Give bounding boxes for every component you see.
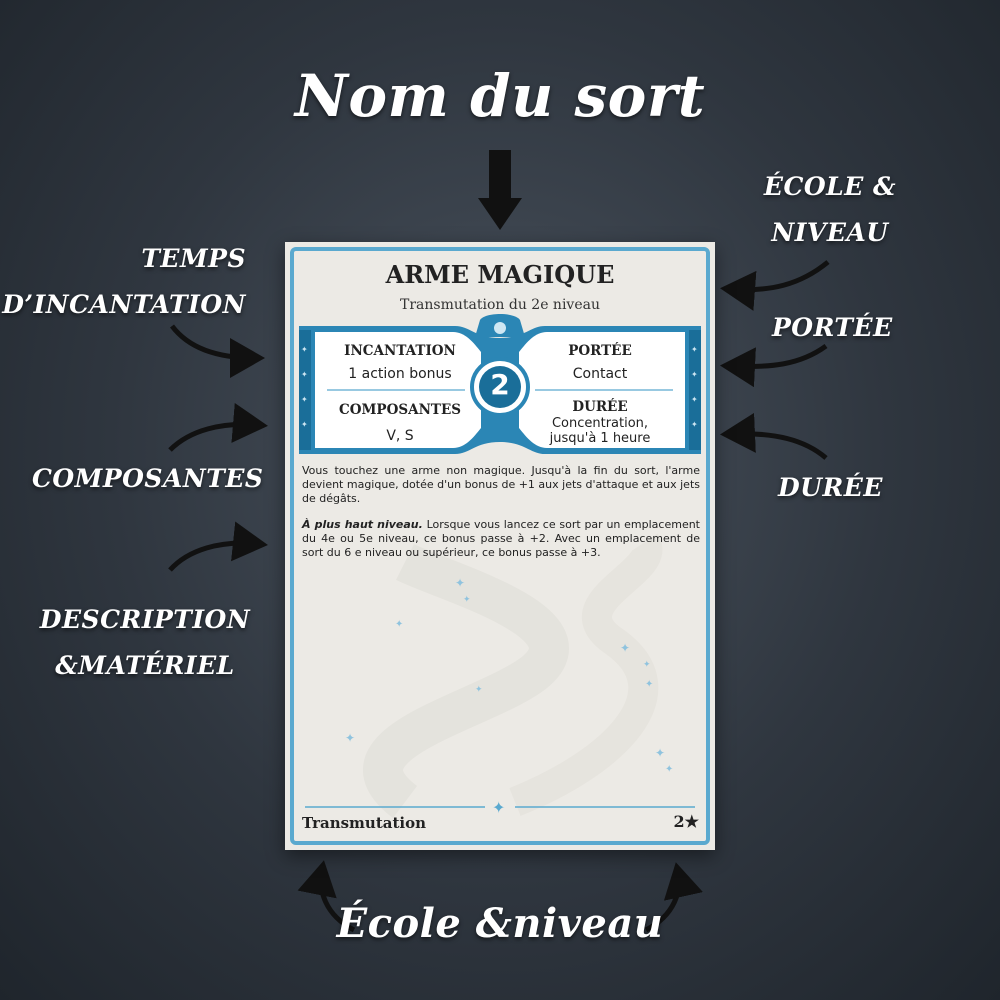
svg-text:✦: ✦ (645, 679, 654, 690)
level-badge-number: 2 (490, 368, 510, 401)
duration-value-line-2: jusqu'à 1 heure (549, 431, 651, 446)
svg-text:✦: ✦ (655, 746, 666, 760)
svg-text:✦: ✦ (665, 764, 674, 775)
higher-level-title: À plus haut niveau. (302, 518, 423, 531)
svg-text:✦: ✦ (301, 395, 308, 404)
spell-description (302, 464, 700, 572)
school-level-arrow (730, 262, 828, 290)
svg-text:✦: ✦ (691, 345, 698, 354)
svg-text:✦: ✦ (691, 420, 698, 429)
casting-time-arrow (172, 326, 255, 358)
components-label: COMPOSANTES (32, 464, 264, 493)
bottom-label: École &niveau (336, 900, 664, 947)
casting-value: 1 action bonus (348, 366, 452, 382)
svg-text:✦: ✦ (691, 370, 698, 379)
description-label-line-1: DESCRIPTION (39, 605, 251, 634)
spell-name: ARME MAGIQUE (385, 260, 615, 289)
casting-head: INCANTATION (344, 343, 456, 359)
duration-arrow (730, 434, 826, 458)
spell-subtitle: Transmutation du 2e niveau (400, 297, 600, 313)
higher-level-paragraph (302, 518, 700, 560)
range-value: Contact (572, 366, 628, 382)
footer-level: 2★ (673, 812, 699, 831)
svg-text:✦: ✦ (301, 345, 308, 354)
components-arrow (170, 424, 258, 450)
svg-text:✦: ✦ (301, 420, 308, 429)
svg-text:✦: ✦ (345, 731, 356, 745)
description-label (30, 597, 260, 689)
components-value: V, S (386, 428, 414, 444)
description-text: Vous touchez une arme non magique. Jusqu'à la fin du sort, l'arme devient magique, dotée d'un bonus de +1 aux jets d'attaque et aux jets de dégâts. (302, 464, 700, 505)
components-head: COMPOSANTES (338, 402, 461, 418)
footer-school: Transmutation (302, 814, 427, 832)
duration-value-line-1: Concentration, (551, 416, 649, 431)
svg-text:✦: ✦ (691, 395, 698, 404)
svg-text:✦: ✦ (475, 685, 483, 695)
title-label: Nom du sort (294, 62, 706, 130)
school-level-label-line-2: NIVEAU (771, 218, 889, 247)
svg-text:✦: ✦ (643, 660, 651, 670)
description-label-line-2: &MATÉRIEL (55, 651, 235, 680)
title-arrow (478, 150, 522, 230)
range-label: PORTÉE (772, 313, 893, 342)
description-arrow (170, 543, 258, 570)
casting-time-label-line-2: D’INCANTATION (2, 290, 246, 319)
casting-time-label (0, 236, 246, 328)
svg-text:✦: ✦ (395, 619, 404, 630)
casting-time-label-line-1: TEMPS (141, 244, 246, 273)
spell-card (285, 242, 715, 850)
svg-text:✦: ✦ (301, 370, 308, 379)
footer-sparkle-icon: ✦ (492, 798, 506, 817)
range-head: PORTÉE (568, 343, 632, 359)
school-level-label (740, 164, 920, 256)
higher-level-text: Lorsque vous lancez ce sort par un emplacement du 4e ou 5e niveau, ce bonus passe à +2. Avec un emplacement de sort du 6 e niveau ou supérieur, ce bonus passe à +3. (302, 518, 700, 559)
svg-text:✦: ✦ (455, 576, 466, 590)
school-level-label-line-1: ÉCOLE & (763, 172, 897, 201)
duration-label: DURÉE (778, 473, 883, 502)
svg-text:✦: ✦ (620, 641, 631, 655)
svg-text:✦: ✦ (463, 595, 471, 605)
duration-head: DURÉE (572, 399, 628, 415)
